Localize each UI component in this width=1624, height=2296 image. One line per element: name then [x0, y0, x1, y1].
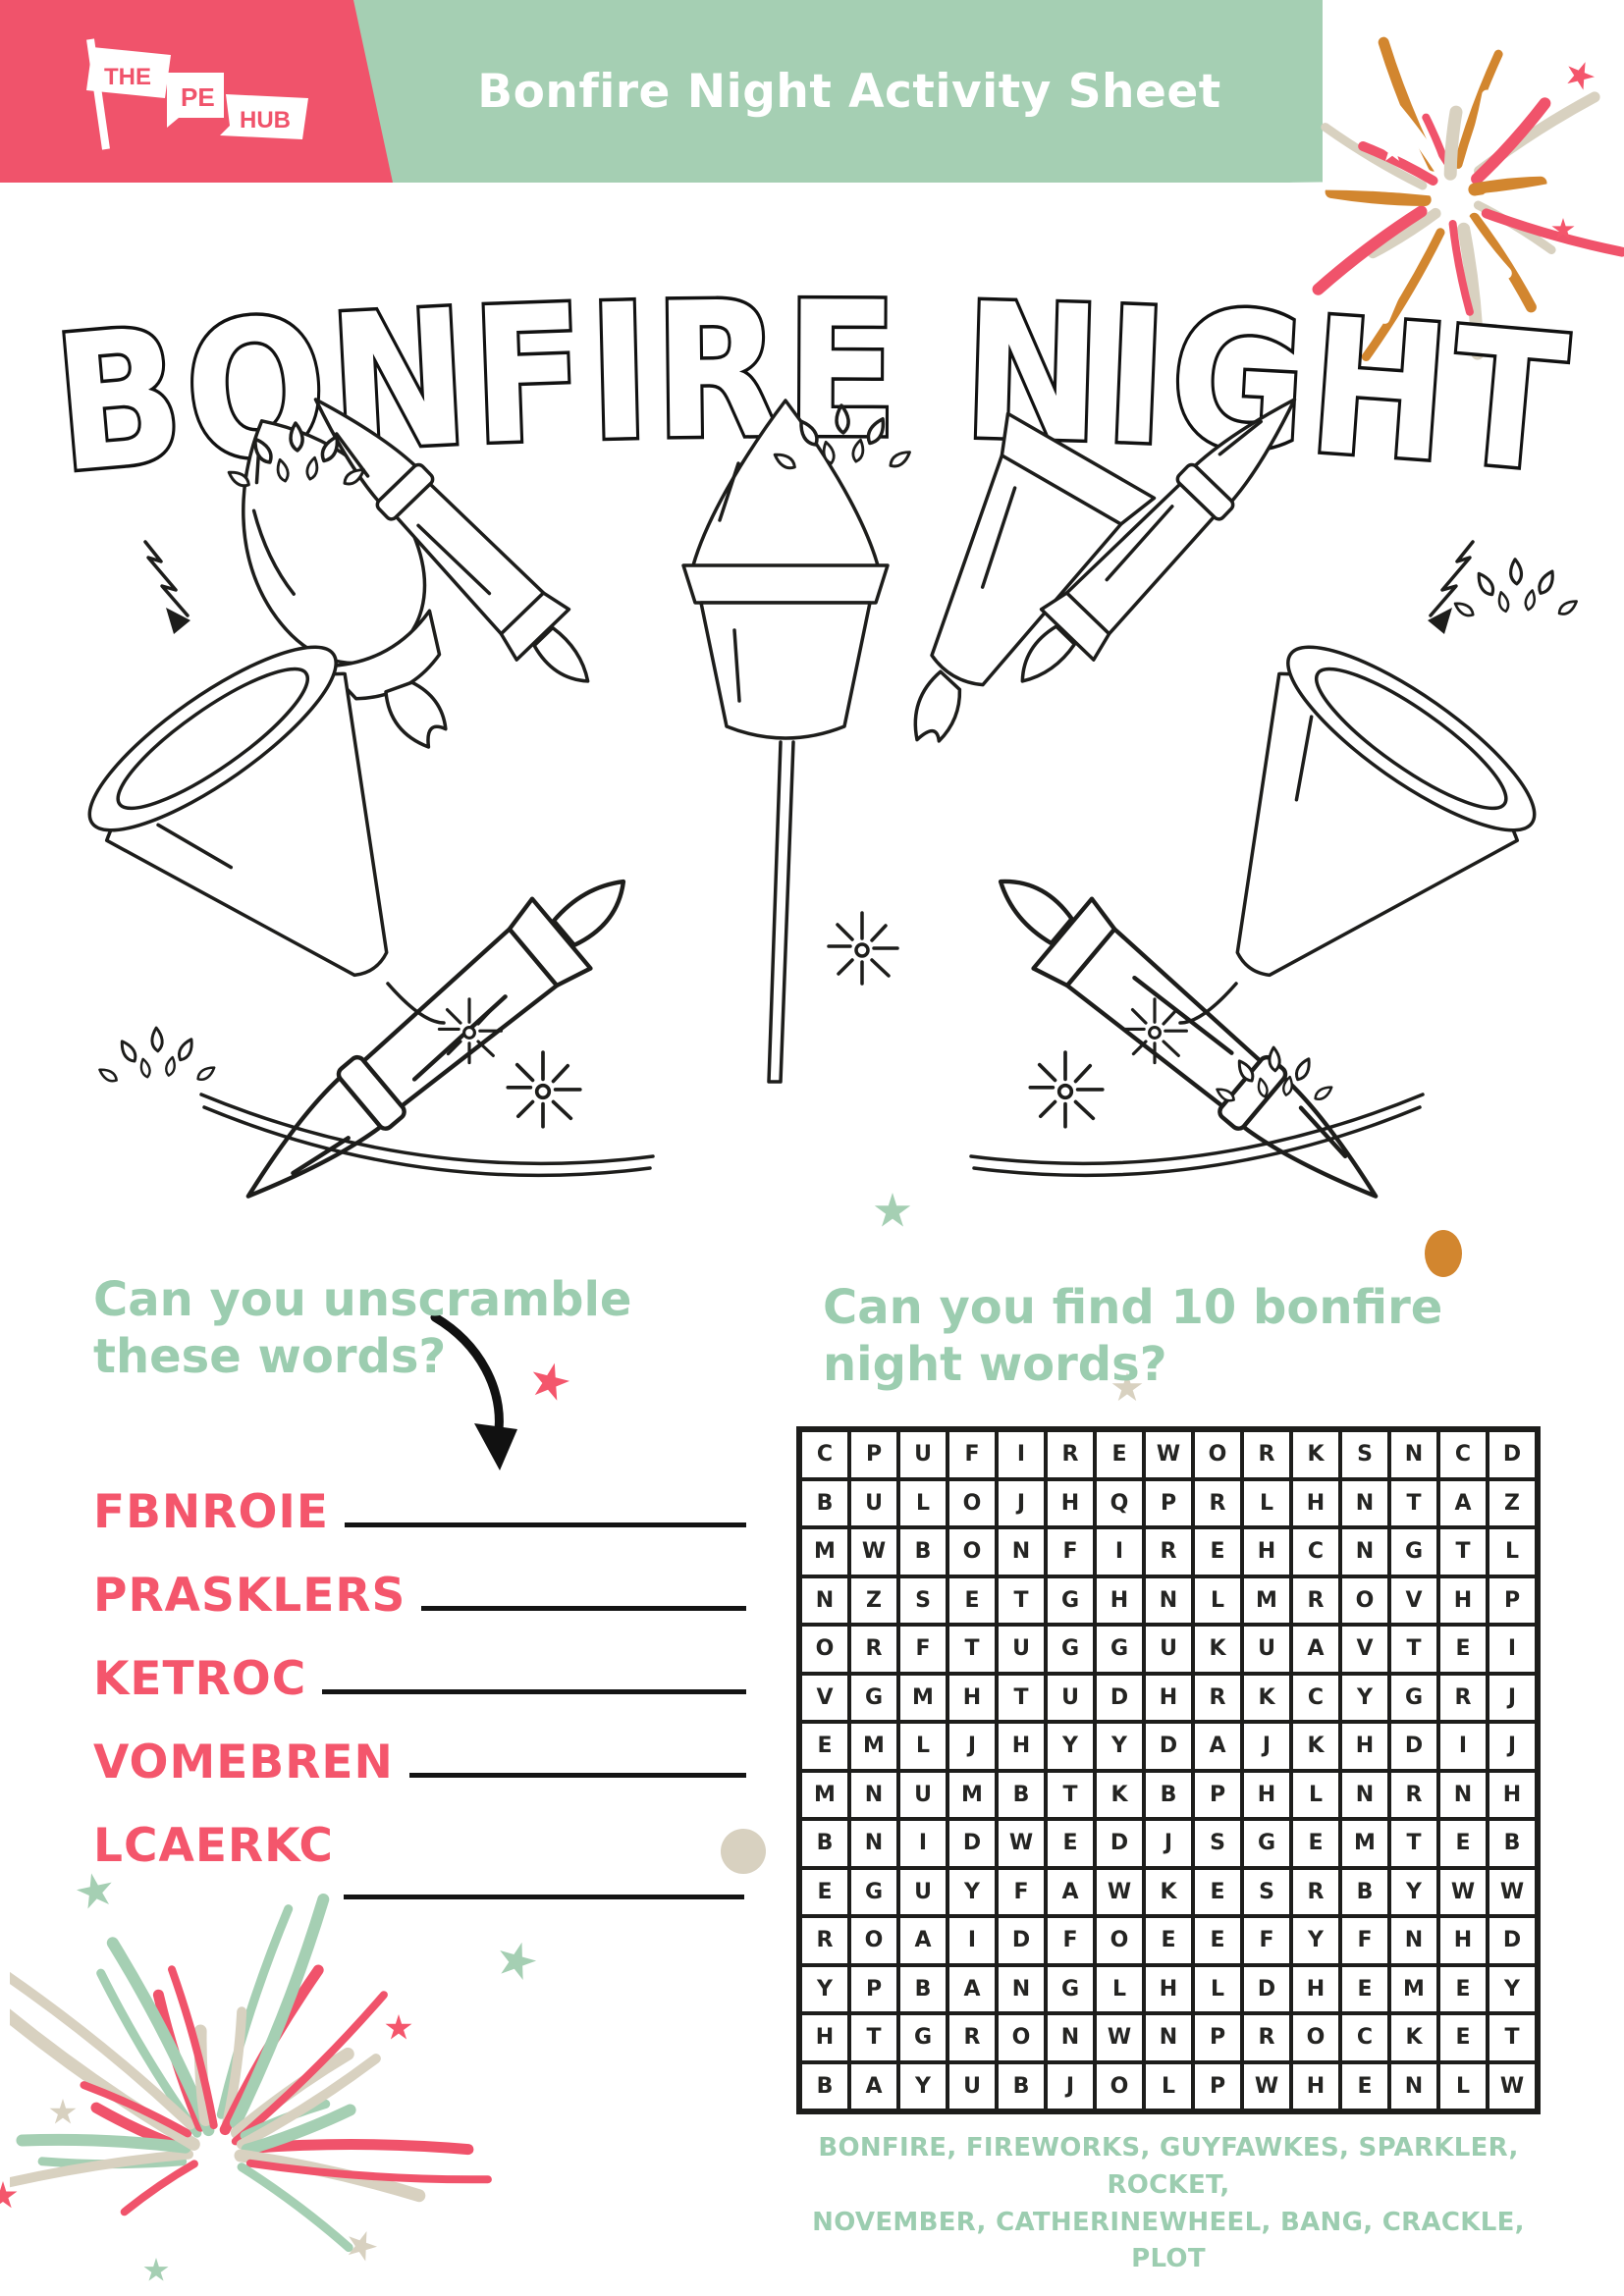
word-search-word-list	[796, 2130, 1541, 2278]
grid-cell[interactable]: G	[1244, 1821, 1289, 1866]
firework-ray	[125, 2163, 194, 2212]
grid-cell[interactable]: I	[1489, 1627, 1535, 1672]
grid-cell[interactable]: B	[802, 2064, 847, 2109]
grid-cell[interactable]: V	[802, 1676, 847, 1721]
word-search-heading-line1: Can you find 10 bonfire	[823, 1280, 1443, 1335]
grid-cell[interactable]: L	[1293, 1773, 1338, 1818]
logo-flag-hub	[220, 94, 308, 139]
grid-cell[interactable]: F	[1048, 1918, 1093, 1963]
grid-cell[interactable]: F	[1342, 1918, 1387, 1963]
unscramble-row	[93, 1535, 746, 1624]
grid-cell[interactable]: R	[1195, 1481, 1240, 1526]
grid-cell[interactable]: L	[1146, 2064, 1191, 2109]
word-search-heading-line2: night words?	[823, 1336, 1167, 1392]
grid-cell[interactable]: T	[1391, 1481, 1436, 1526]
grid-cell[interactable]: C	[802, 1432, 847, 1477]
grid-cell[interactable]: L	[1244, 1481, 1289, 1526]
grid-cell[interactable]: J	[1489, 1724, 1535, 1769]
grid-cell[interactable]: Z	[851, 1578, 896, 1624]
grid-cell[interactable]: Z	[1489, 1481, 1535, 1526]
grid-cell[interactable]: B	[900, 1529, 946, 1575]
grid-cell[interactable]: P	[851, 1967, 896, 2012]
grid-cell[interactable]: N	[1342, 1773, 1387, 1818]
grid-cell[interactable]: A	[851, 2064, 896, 2109]
grid-cell[interactable]: Y	[1391, 1870, 1436, 1915]
grid-cell[interactable]: K	[1293, 1432, 1338, 1477]
grid-cell[interactable]: G	[851, 1870, 896, 1915]
grid-cell[interactable]: G	[900, 2015, 946, 2060]
grid-cell[interactable]: R	[1440, 1676, 1486, 1721]
word-list-line2: NOVEMBER, CATHERINEWHEEL, BANG, CRACKLE, PLOT	[812, 2207, 1525, 2274]
unscramble-section	[93, 1272, 746, 1899]
grid-cell[interactable]: E	[1440, 1967, 1486, 2012]
grid-cell[interactable]: N	[851, 1821, 896, 1866]
grid-cell[interactable]: J	[1489, 1676, 1535, 1721]
grid-cell[interactable]: H	[999, 1724, 1044, 1769]
firework-ray	[253, 2145, 468, 2150]
grid-cell[interactable]: I	[949, 1918, 995, 1963]
grid-cell[interactable]: A	[949, 1967, 995, 2012]
grid-cell[interactable]: B	[1342, 1870, 1387, 1915]
spark-icon	[1030, 1052, 1103, 1127]
grid-cell[interactable]: W	[851, 1529, 896, 1575]
grid-cell[interactable]: H	[1048, 1481, 1093, 1526]
grid-cell[interactable]: H	[1440, 1578, 1486, 1624]
grid-cell[interactable]: H	[1293, 1967, 1338, 2012]
grid-cell[interactable]: B	[1146, 1773, 1191, 1818]
grid-cell[interactable]: U	[949, 2064, 995, 2109]
grid-cell[interactable]: M	[851, 1724, 896, 1769]
logo-flag-the	[86, 47, 171, 98]
grid-cell[interactable]: E	[1293, 1821, 1338, 1866]
scrambled-word: FBNROIE	[93, 1485, 330, 1540]
grid-cell[interactable]: Y	[1489, 1967, 1535, 2012]
grid-cell[interactable]: N	[1146, 1578, 1191, 1624]
grid-cell[interactable]: E	[1048, 1821, 1093, 1866]
grid-cell[interactable]: M	[1342, 1821, 1387, 1866]
grid-cell[interactable]: T	[1048, 1773, 1093, 1818]
grid-cell[interactable]: K	[1146, 1870, 1191, 1915]
grid-cell[interactable]: P	[1195, 1773, 1240, 1818]
grid-cell[interactable]: Y	[1097, 1724, 1142, 1769]
firework-ray	[242, 2167, 349, 2248]
grid-cell[interactable]: R	[851, 1627, 896, 1672]
grid-cell[interactable]: A	[1293, 1627, 1338, 1672]
grid-cell[interactable]: M	[1391, 1967, 1436, 2012]
grid-cell[interactable]: T	[1391, 1627, 1436, 1672]
logo-flag-pe	[167, 73, 224, 128]
grid-cell[interactable]: E	[1342, 1967, 1387, 2012]
grid-cell[interactable]: H	[802, 2015, 847, 2060]
grid-cell[interactable]: R	[1244, 2015, 1289, 2060]
zigzag-arrow-right-icon	[1428, 542, 1473, 634]
scrambled-word: PRASKLERS	[93, 1569, 406, 1624]
fireworks-colouring-illustration	[0, 373, 1624, 1286]
firework-ray	[1326, 128, 1423, 186]
scrambled-word: VOMEBREN	[93, 1735, 394, 1790]
grid-cell[interactable]: H	[1146, 1967, 1191, 2012]
droplet-spray	[1453, 559, 1580, 618]
grid-cell[interactable]: Y	[802, 1967, 847, 2012]
grid-cell[interactable]: I	[1440, 1724, 1486, 1769]
unscramble-heading-line1: Can you unscramble	[93, 1272, 632, 1327]
grid-cell[interactable]: L	[1489, 1529, 1535, 1575]
grid-cell[interactable]: H	[1244, 1529, 1289, 1575]
grid-cell[interactable]: Y	[1048, 1724, 1093, 1769]
grid-cell[interactable]: E	[1440, 2015, 1486, 2060]
grid-cell[interactable]: E	[802, 1870, 847, 1915]
bonfire-night-text: BONFIRE NIGHT	[46, 261, 1593, 489]
grid-cell[interactable]: R	[1391, 1773, 1436, 1818]
grid-cell[interactable]: K	[1244, 1676, 1289, 1721]
grid-cell[interactable]: W	[1244, 2064, 1289, 2109]
grid-cell[interactable]: L	[1195, 1967, 1240, 2012]
grid-cell[interactable]: E	[802, 1724, 847, 1769]
grid-cell[interactable]: L	[1440, 2064, 1486, 2109]
grid-cell[interactable]: U	[900, 1432, 946, 1477]
unscramble-heading	[93, 1272, 746, 1385]
grid-cell[interactable]: E	[1195, 1918, 1240, 1963]
grid-cell[interactable]: P	[1195, 2015, 1240, 2060]
grid-cell[interactable]: G	[1048, 1967, 1093, 2012]
grid-cell[interactable]: U	[1244, 1627, 1289, 1672]
grid-cell[interactable]: J	[1146, 1821, 1191, 1866]
answer-line[interactable]	[345, 1522, 746, 1527]
grid-cell[interactable]: V	[1391, 1578, 1436, 1624]
grid-cell[interactable]: F	[900, 1627, 946, 1672]
grid-cell[interactable]: Y	[949, 1870, 995, 1915]
grid-cell[interactable]: A	[1195, 1724, 1240, 1769]
grid-cell[interactable]: O	[1195, 1432, 1240, 1477]
grid-cell[interactable]: L	[1097, 1967, 1142, 2012]
grid-cell[interactable]: W	[1489, 1870, 1535, 1915]
grid-cell[interactable]: O	[802, 1627, 847, 1672]
grid-cell[interactable]: U	[999, 1627, 1044, 1672]
grid-cell[interactable]: G	[1048, 1578, 1093, 1624]
grid-cell[interactable]: G	[1391, 1676, 1436, 1721]
grid-cell[interactable]: R	[1293, 1578, 1338, 1624]
grid-cell[interactable]: O	[1293, 2015, 1338, 2060]
grid-cell[interactable]: O	[1342, 1578, 1387, 1624]
grid-cell[interactable]: S	[1244, 1870, 1289, 1915]
grid-cell[interactable]: H	[1489, 1773, 1535, 1818]
rocket-centre-illustration	[683, 400, 888, 1082]
grid-cell[interactable]: E	[1195, 1529, 1240, 1575]
orange-dot-icon	[1425, 1230, 1462, 1277]
sheet-title: Bonfire Night Activity Sheet	[477, 64, 1221, 119]
word-search-grid	[796, 1426, 1541, 2114]
grid-cell[interactable]: N	[1391, 2064, 1436, 2109]
grid-cell[interactable]: C	[1342, 2015, 1387, 2060]
grid-cell[interactable]: U	[900, 1773, 946, 1818]
grid-cell[interactable]: D	[1097, 1821, 1142, 1866]
answer-line[interactable]	[421, 1606, 746, 1611]
grid-cell[interactable]: U	[1048, 1676, 1093, 1721]
grid-cell[interactable]: J	[999, 1481, 1044, 1526]
grid-cell[interactable]: T	[1391, 1821, 1436, 1866]
grid-cell[interactable]: R	[1146, 1529, 1191, 1575]
grid-cell[interactable]: E	[1342, 2064, 1387, 2109]
grid-cell[interactable]: A	[1048, 1870, 1093, 1915]
grid-cell[interactable]: K	[1097, 1773, 1142, 1818]
grid-cell[interactable]: Y	[1293, 1918, 1338, 1963]
grid-cell[interactable]: S	[900, 1578, 946, 1624]
unscramble-row	[93, 1452, 746, 1540]
firework-horn-right-illustration	[1130, 618, 1557, 1052]
grid-cell[interactable]: E	[1440, 1821, 1486, 1866]
scrambled-word: LCAERKC	[93, 1819, 334, 1874]
grid-cell[interactable]: N	[1342, 1529, 1387, 1575]
grid-cell[interactable]: E	[1097, 1432, 1142, 1477]
firework-ray	[1450, 112, 1456, 174]
grid-cell[interactable]: N	[1391, 1918, 1436, 1963]
grid-cell[interactable]: Q	[1097, 1481, 1142, 1526]
grid-cell[interactable]: G	[851, 1676, 896, 1721]
grid-cell[interactable]: W	[1146, 1432, 1191, 1477]
firework-ray	[250, 2163, 488, 2179]
word-search-heading	[823, 1280, 1541, 1393]
grid-cell[interactable]: W	[1440, 1870, 1486, 1915]
grid-cell[interactable]: U	[1146, 1627, 1191, 1672]
grid-cell[interactable]: P	[851, 1432, 896, 1477]
grid-cell[interactable]: B	[999, 2064, 1044, 2109]
grid-cell[interactable]: L	[900, 1724, 946, 1769]
grid-cell[interactable]: L	[900, 1481, 946, 1526]
answer-line[interactable]	[409, 1773, 746, 1778]
grid-cell[interactable]: T	[1489, 2015, 1535, 2060]
grid-cell[interactable]: K	[1195, 1627, 1240, 1672]
grid-cell[interactable]: P	[1146, 1481, 1191, 1526]
spark-icon	[829, 913, 897, 984]
grid-cell[interactable]: H	[1293, 2064, 1338, 2109]
grid-cell[interactable]: A	[900, 1918, 946, 1963]
grid-cell[interactable]: H	[1440, 1918, 1486, 1963]
grid-cell[interactable]: B	[900, 1967, 946, 2012]
grid-cell[interactable]: T	[999, 1578, 1044, 1624]
grid-cell[interactable]: K	[1391, 2015, 1436, 2060]
grid-cell[interactable]: G	[1048, 1627, 1093, 1672]
grid-cell[interactable]: F	[949, 1432, 995, 1477]
grid-cell[interactable]: D	[949, 1821, 995, 1866]
scrambled-word: KETROC	[93, 1652, 307, 1707]
grid-cell[interactable]: G	[1391, 1529, 1436, 1575]
grid-cell[interactable]: T	[851, 2015, 896, 2060]
grid-cell[interactable]: N	[999, 1529, 1044, 1575]
grid-cell[interactable]: R	[802, 1918, 847, 1963]
grid-cell[interactable]: R	[1293, 1870, 1338, 1915]
grid-cell[interactable]: I	[900, 1821, 946, 1866]
grid-cell[interactable]: M	[900, 1676, 946, 1721]
grid-cell[interactable]: O	[851, 1918, 896, 1963]
grid-cell[interactable]: H	[1342, 1724, 1387, 1769]
grid-cell[interactable]: E	[949, 1578, 995, 1624]
grid-cell[interactable]: C	[1293, 1529, 1338, 1575]
grid-cell[interactable]: D	[1489, 1432, 1535, 1477]
grid-cell[interactable]: I	[999, 1432, 1044, 1477]
unscramble-row	[93, 1702, 746, 1790]
grid-cell[interactable]: H	[949, 1676, 995, 1721]
grid-cell[interactable]: J	[949, 1724, 995, 1769]
grid-cell[interactable]: D	[1391, 1724, 1436, 1769]
grid-cell[interactable]: M	[949, 1773, 995, 1818]
grid-cell[interactable]: S	[1342, 1432, 1387, 1477]
grid-cell[interactable]: J	[1244, 1724, 1289, 1769]
grid-cell[interactable]: B	[999, 1773, 1044, 1818]
grid-cell[interactable]: M	[802, 1529, 847, 1575]
grid-cell[interactable]: N	[802, 1578, 847, 1624]
grid-cell[interactable]: D	[1146, 1724, 1191, 1769]
droplet-spray	[97, 1028, 216, 1084]
grid-cell[interactable]: D	[1489, 1918, 1535, 1963]
grid-cell[interactable]: O	[949, 1481, 995, 1526]
grid-cell[interactable]: F	[1048, 1529, 1093, 1575]
grid-cell[interactable]: H	[1244, 1773, 1289, 1818]
grid-cell[interactable]: W	[999, 1821, 1044, 1866]
grid-cell[interactable]: C	[1440, 1432, 1486, 1477]
firework-horn-left-illustration	[68, 618, 495, 1052]
grid-cell[interactable]: R	[949, 2015, 995, 2060]
grid-cell[interactable]: N	[1440, 1773, 1486, 1818]
grid-cell[interactable]: U	[900, 1870, 946, 1915]
grid-cell[interactable]: A	[1440, 1481, 1486, 1526]
grid-cell[interactable]: I	[1097, 1529, 1142, 1575]
grid-cell[interactable]: D	[1244, 1967, 1289, 2012]
grid-cell[interactable]: V	[1342, 1627, 1387, 1672]
grid-cell[interactable]: B	[1489, 1821, 1535, 1866]
grid-cell[interactable]: O	[1097, 2064, 1142, 2109]
grid-cell[interactable]: D	[1097, 1676, 1142, 1721]
firework-ray	[23, 2140, 186, 2148]
grid-cell[interactable]: O	[949, 1529, 995, 1575]
grid-cell[interactable]: R	[1048, 1432, 1093, 1477]
grid-cell[interactable]: K	[1293, 1724, 1338, 1769]
logo-text-the: THE	[104, 64, 151, 90]
grid-cell[interactable]: L	[1195, 1578, 1240, 1624]
grid-cell[interactable]: C	[1293, 1676, 1338, 1721]
grid-cell[interactable]: H	[1097, 1578, 1142, 1624]
grid-cell[interactable]: W	[1097, 2015, 1142, 2060]
grid-cell[interactable]: E	[1146, 1918, 1191, 1963]
grid-cell[interactable]: M	[802, 1773, 847, 1818]
grid-cell[interactable]: M	[1244, 1578, 1289, 1624]
grid-cell[interactable]: N	[1391, 1432, 1436, 1477]
pe-hub-logo	[0, 0, 393, 183]
word-list-line1: BONFIRE, FIREWORKS, GUYFAWKES, SPARKLER, ROCKET,	[818, 2133, 1519, 2200]
grid-cell[interactable]: Y	[900, 2064, 946, 2109]
grid-cell[interactable]: B	[802, 1821, 847, 1866]
word-search-section	[796, 1280, 1541, 2278]
answer-line[interactable]	[322, 1689, 746, 1694]
grid-cell[interactable]: F	[1244, 1918, 1289, 1963]
grid-cell[interactable]: T	[949, 1627, 995, 1672]
grid-cell[interactable]: E	[1195, 1870, 1240, 1915]
grid-cell[interactable]: Y	[1342, 1676, 1387, 1721]
logo-text-pe: PE	[181, 82, 215, 112]
grid-cell[interactable]: N	[999, 1967, 1044, 2012]
grid-cell[interactable]: N	[1146, 2015, 1191, 2060]
grid-cell[interactable]: H	[1293, 1481, 1338, 1526]
grid-cell[interactable]: S	[1195, 1821, 1240, 1866]
grid-cell[interactable]: R	[1195, 1676, 1240, 1721]
grid-cell[interactable]: O	[999, 2015, 1044, 2060]
grid-cell[interactable]: P	[1489, 1578, 1535, 1624]
unscramble-heading-line2: these words?	[93, 1328, 447, 1384]
grid-cell[interactable]: U	[851, 1481, 896, 1526]
logo-text-hub: HUB	[240, 107, 291, 133]
grid-cell[interactable]: B	[802, 1481, 847, 1526]
grid-cell[interactable]: J	[1048, 2064, 1093, 2109]
grid-cell[interactable]: P	[1195, 2064, 1240, 2109]
zigzag-arrow-left-icon	[145, 542, 190, 634]
grid-cell[interactable]: W	[1097, 1870, 1142, 1915]
grid-cell[interactable]: F	[999, 1870, 1044, 1915]
grid-cell[interactable]: D	[999, 1918, 1044, 1963]
grid-cell[interactable]: N	[851, 1773, 896, 1818]
unscramble-row	[93, 1619, 746, 1707]
grid-cell[interactable]: H	[1146, 1676, 1191, 1721]
grid-cell[interactable]: O	[1097, 1918, 1142, 1963]
grid-cell[interactable]: T	[999, 1676, 1044, 1721]
grid-cell[interactable]: G	[1097, 1627, 1142, 1672]
grid-cell[interactable]: R	[1244, 1432, 1289, 1477]
spark-icon	[508, 1052, 580, 1127]
grid-cell[interactable]: T	[1440, 1529, 1486, 1575]
grid-cell[interactable]: N	[1048, 2015, 1093, 2060]
grid-cell[interactable]: E	[1440, 1627, 1486, 1672]
grid-cell[interactable]: W	[1489, 2064, 1535, 2109]
grid-cell[interactable]: N	[1342, 1481, 1387, 1526]
